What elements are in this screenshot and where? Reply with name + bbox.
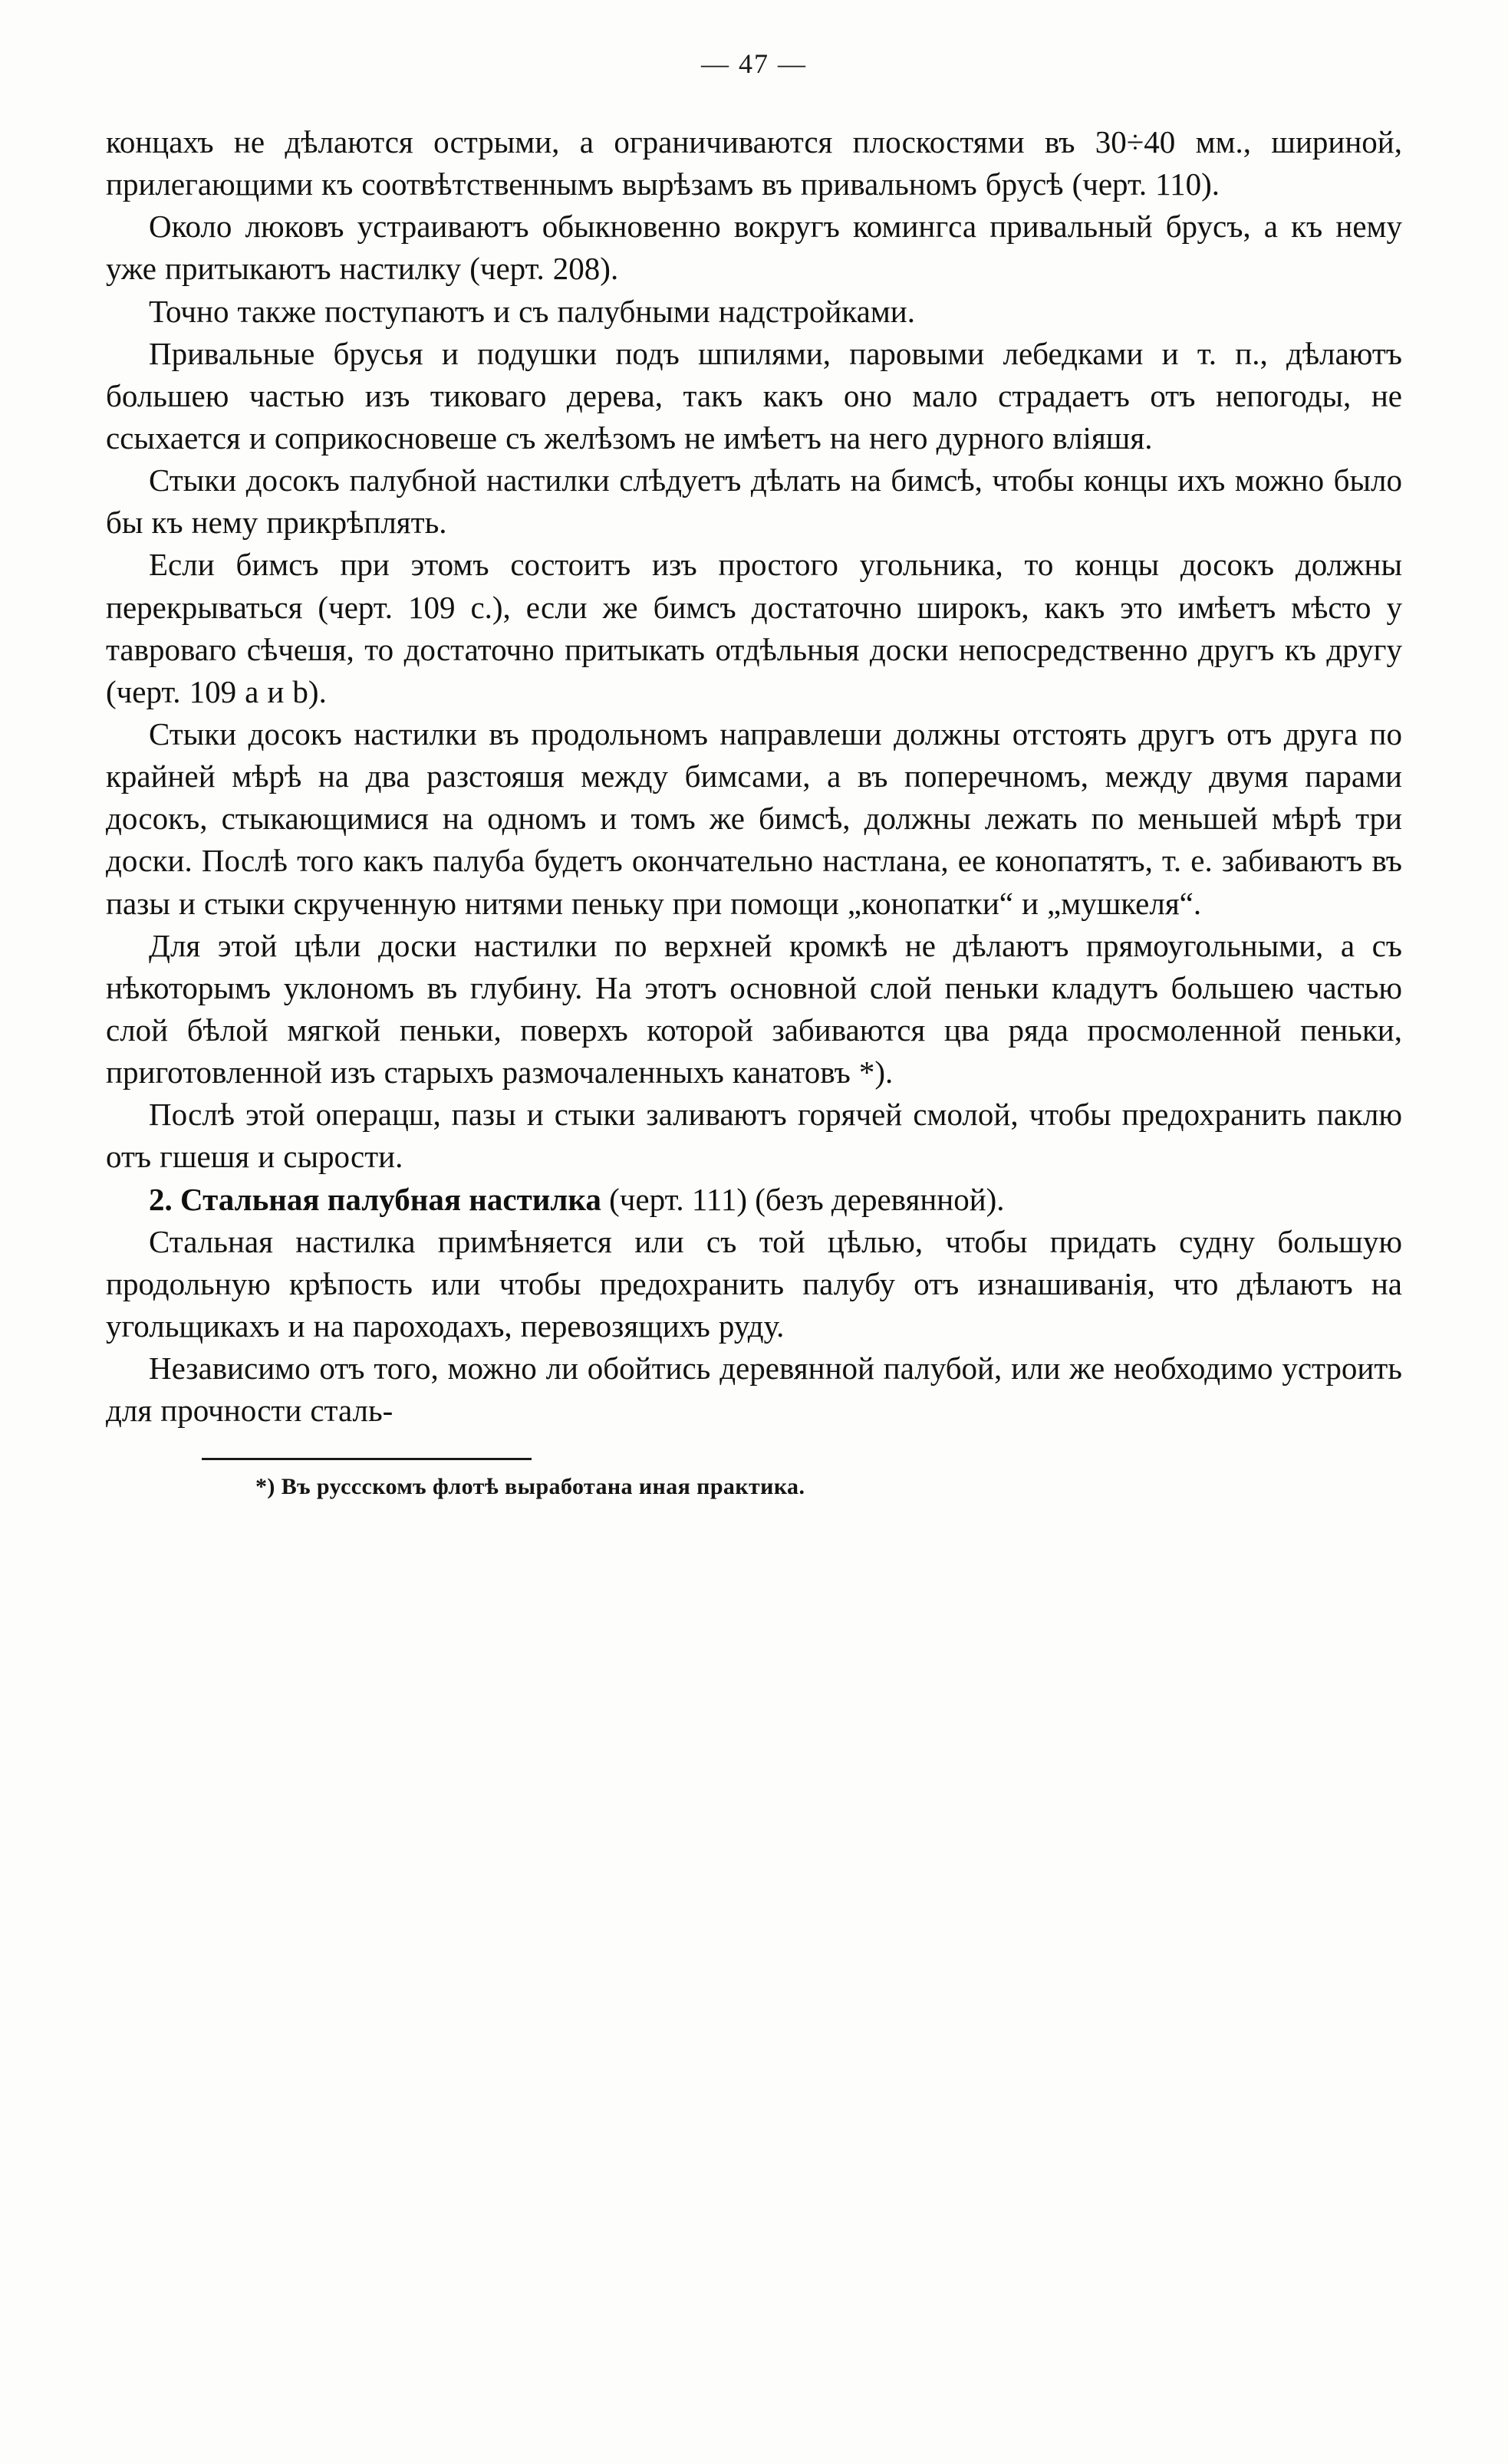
- footnote: [255, 1474, 1402, 1500]
- paragraph: Около люковъ устраиваютъ обыкновенно вокругъ комингса привальный брусъ, а къ нему уже притыкаютъ настилку (черт. 208).: [106, 209, 1402, 287]
- footnote-text: Въ руссскомъ флотѣ выработана иная практика.: [281, 1474, 805, 1500]
- paragraph: Для этой цѣли доски настилки по верхней кромкѣ не дѣлаютъ прямоугольными, а съ нѣкоторымъ уклономъ въ глубину. На этотъ основной слой пеньки кладутъ большею частью слой бѣлой мягкой пеньки, поверхъ которой забиваются цва ряда просмоленной пеньки, приготовленной изъ старыхъ размочаленныхъ канатовъ *).: [106, 927, 1402, 1091]
- paragraph: концахъ не дѣлаются острыми, а ограничиваются плоскостями въ 30÷40 мм., шириной, прилегающими къ соотвѣтственнымъ вырѣзамъ въ привальномъ брусѣ (черт. 110).: [106, 124, 1402, 202]
- section-title: Стальная палубная настилка: [180, 1181, 601, 1217]
- page-content: [106, 121, 1402, 1554]
- page-number: — 47 —: [701, 48, 807, 79]
- paragraph: Независимо отъ того, можно ли обойтись деревянной палубой, или же необходимо устроить для прочности сталь-: [106, 1350, 1402, 1429]
- paragraph: Если бимсъ при этомъ состоитъ изъ простого угольника, то концы досокъ должны перекрываться (черт. 109 с.), если же бимсъ достаточно широкъ, какъ это имѣетъ мѣсто у тавроваго сѣчешя, то достаточно притыкать отдѣльныя доски непосредственно другъ къ другу (черт. 109 a и b).: [106, 547, 1402, 709]
- footnote-marker: *): [255, 1474, 275, 1500]
- section-heading-note: (черт. 111) (безъ деревянной).: [609, 1181, 1005, 1217]
- paragraph: Стыки досокъ настилки въ продольномъ направлеши должны отстоять другъ отъ друга по крайней мѣрѣ на два разстояшя между бимсами, а въ поперечномъ, между двумя парами досокъ, стыкающимися на одномъ и томъ же бимсѣ, должны лежать по меньшей мѣрѣ три доски. Послѣ того какъ палуба будетъ окончательно настлана, ее конопатятъ, т. е. забиваютъ въ пазы и стыки скрученную нитями пеньку при помощи „конопатки“ и „мушкеля“.: [106, 716, 1402, 921]
- paragraph: Послѣ этой операцш, пазы и стыки заливаютъ горячей смолой, чтобы предохранить паклю отъ гшешя и сырости.: [106, 1097, 1402, 1175]
- paragraph: Точно также поступаютъ и съ палубными надстройками.: [149, 293, 915, 329]
- section-heading: [106, 1179, 1402, 1221]
- section-number: 2.: [149, 1181, 173, 1217]
- footnote-divider: [202, 1458, 532, 1460]
- page-bottom-spacer: [106, 1500, 1402, 1554]
- paragraph: Стыки досокъ палубной настилки слѣдуетъ дѣлать на бимсѣ, чтобы концы ихъ можно было бы къ нему прикрѣплять.: [106, 462, 1402, 541]
- paragraph: Привальные брусья и подушки подъ шпилями, паровыми лебедками и т. п., дѣлаютъ большею частью изъ тиковаго дерева, такъ какъ оно мало страдаетъ отъ непогоды, не ссыхается и соприкосновеше съ желѣзомъ не имѣетъ на него дурного вліяшя.: [106, 335, 1402, 456]
- paragraph: Стальная настилка примѣняется или съ той цѣлью, чтобы придать судну большую продольную крѣпость или чтобы предохранить палубу отъ изнашиванія, что дѣлаютъ на угольщикахъ и на пароходахъ, перевозящихъ руду.: [106, 1223, 1402, 1344]
